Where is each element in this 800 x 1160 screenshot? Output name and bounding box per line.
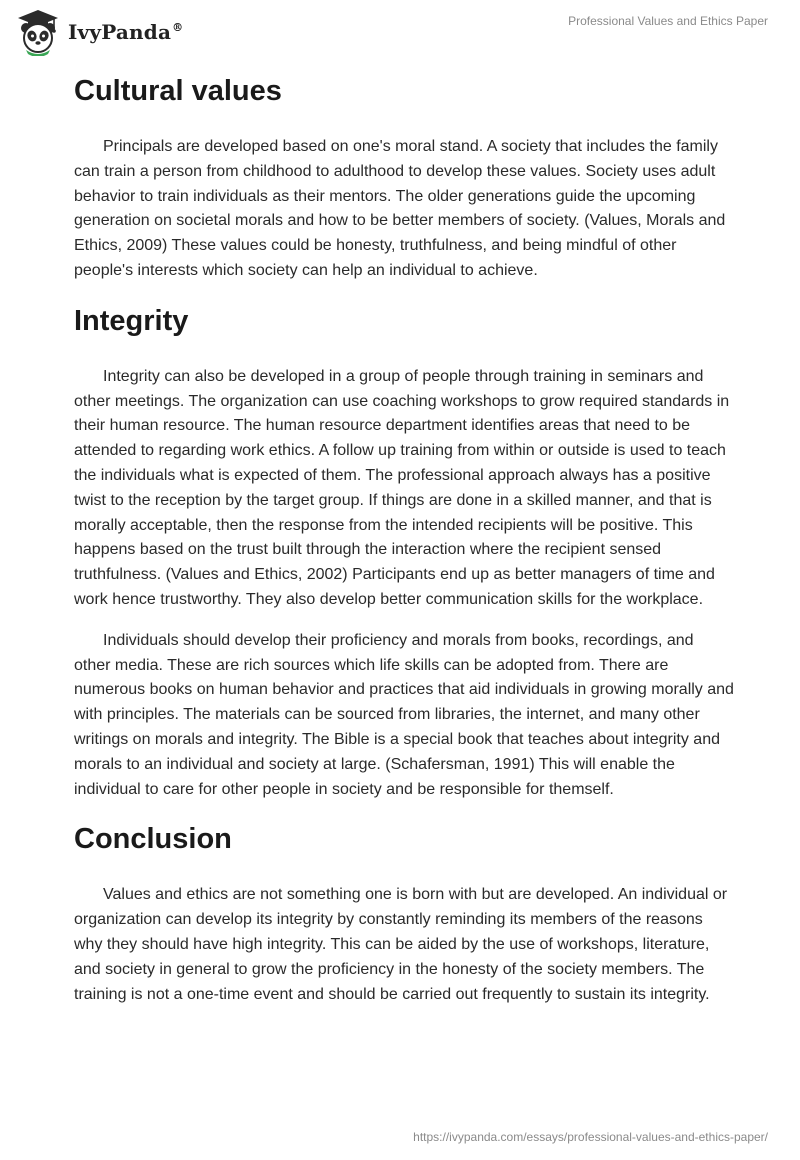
paragraph: Individuals should develop their proficiency and morals from books, recordings, and other media. These are rich sources which life skills can be adopted from. There are numerous books on human behavior and practices that aid individuals in growing morally and with principles. The materials can be sourced from libraries, the internet, and many other writings on morals and integrity. The Bible is a special book that teaches about integrity and morals to an individual and society at large. (Schafersman, 1991) This will enable the individual to care for other people in society and be responsible for themself.	[74, 631, 734, 798]
ivypanda-logo[interactable]	[14, 8, 183, 56]
section-heading-conclusion: Conclusion	[74, 823, 232, 856]
source-url[interactable]: https://ivypanda.com/essays/professional-values-and-ethics-paper/	[413, 1130, 768, 1144]
paragraph: Principals are developed based on one's moral stand. A society that includes the family can train a person from childhood to adulthood to develop these values. Society uses adult behavior to train individuals as their mentors. The older generations guide the upcoming generation on societal morals and how to be better members of society. (Values, Morals and Ethics, 2009) These values could be honesty, truthfulness, and being mindful of other people's interests which society can help an individual to achieve.	[74, 138, 726, 279]
paragraph: Integrity can also be developed in a group of people through training in seminars and other meetings. The organization can use coaching workshops to grow required standards in their human resource. The human resource department identifies areas that need to be attended to regarding work ethics. A follow up training from within or outside is used to teach the individuals what is expected of them. The professional approach always has a positive twist to the reception by the target group. If things are done in a skilled manner, and that is morally acceptable, then the response from the intended recipients will be positive. This happens based on the trust built through the interaction where the recipient sensed truthfulness. (Values and Ethics, 2002) Participants end up as better managers of time and work hence trustworthy. They also develop better communication skills for the workplace.	[74, 367, 730, 608]
essay-body	[74, 70, 734, 1007]
panda-graduate-icon	[14, 8, 62, 56]
logo-wordmark: IvyPanda®	[68, 20, 184, 44]
section-heading-integrity: Integrity	[74, 304, 189, 337]
registered-mark: ®	[172, 21, 184, 35]
paragraph: Values and ethics are not something one is born with but are developed. An individual or organization can develop its integrity by constantly reminding its members of the reasons why they should have high integrity. This can be aided by the use of workshops, literature, and society in general to grow the proficiency in the honesty of the society members. The training is not a one-time event and should be carried out frequently to sustain its integrity.	[74, 886, 728, 1003]
page-header	[0, 0, 800, 60]
document-title: Professional Values and Ethics Paper	[568, 14, 768, 28]
section-heading-cultural-values: Cultural values	[74, 75, 282, 107]
